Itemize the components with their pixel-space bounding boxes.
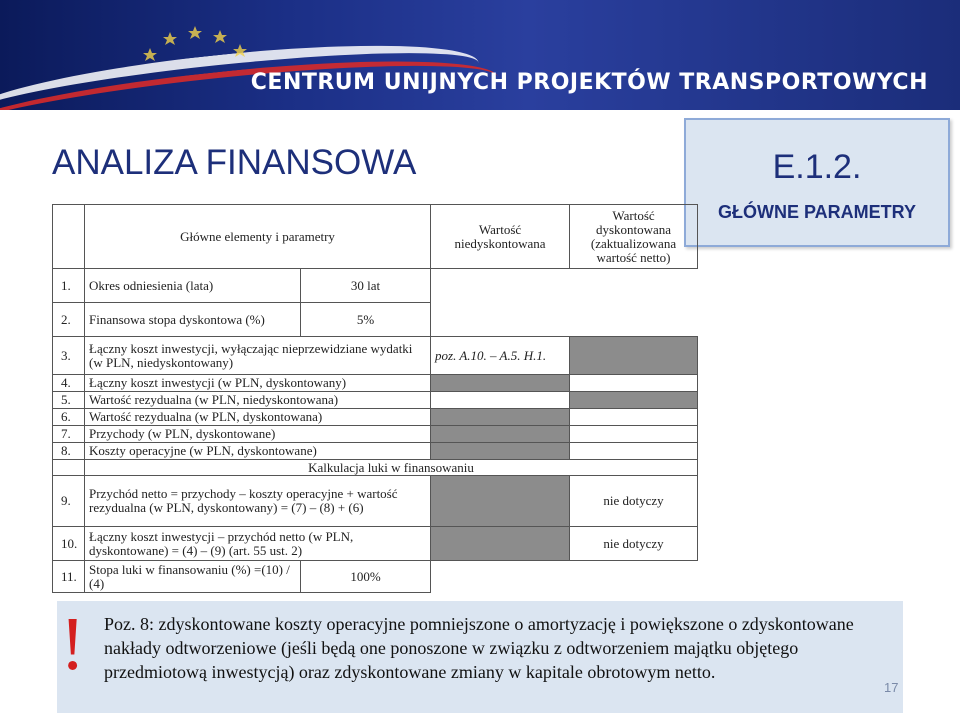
header-num-cell [53,205,85,269]
page-number: 17 [884,680,899,695]
table-header-row [53,205,698,269]
row-num: 6. [53,409,85,426]
gray-cell [431,426,570,443]
table-row [53,527,698,561]
note-text: Poz. 8: zdyskontowane koszty operacyjne pomniejszone o amortyzację i powiększone o zdyskontowane nakłady odtworzeniowe (jeśli będą one ponoszone w związku z odtworzeniem majątku objętego przedmiotową inwestycją) oraz zdyskontowane zmiany w kapitale obrotowym netto. [104,614,854,682]
row-label: Łączny koszt inwestycji – przychód netto (w PLN, dyskontowane) = (4) – (9) (art. 55 ust. 2) [85,527,431,561]
row-label: Przychody (w PLN, dyskontowane) [85,426,431,443]
empty-cell [570,443,698,460]
gap-section-row [53,460,698,476]
row-value: 5% [301,303,431,337]
row-label: Koszty operacyjne (w PLN, dyskontowane) [85,443,431,460]
banner-title: CENTRUM UNIJNYCH PROJEKTÓW TRANSPORTOWYCH [250,70,928,95]
eu-stars-icon [140,18,260,78]
empty-cell [431,269,698,303]
empty-cell [570,375,698,392]
table-row [53,426,698,443]
header-undiscounted: Wartość niedyskontowana [431,205,570,269]
row-num: 10. [53,527,85,561]
row-discounted: nie dotyczy [570,527,698,561]
row-label: Finansowa stopa dyskontowa (%) [85,303,301,337]
row-num: 9. [53,476,85,527]
row-num: 5. [53,392,85,409]
row-num: 1. [53,269,85,303]
gray-cell [570,337,698,375]
empty-cell [53,460,85,476]
row-label: Stopa luki w finansowaniu (%) =(10) / (4) [85,561,301,593]
empty-cell [570,426,698,443]
table-row [53,375,698,392]
row-label: Łączny koszt inwestycji, wyłączając nieprzewidziane wydatki (w PLN, niedyskontowany) [85,337,431,375]
row-num: 11. [53,561,85,593]
header-elements: Główne elementy i parametry [85,205,431,269]
row-value: 30 lat [301,269,431,303]
row-label: Wartość rezydualna (w PLN, niedyskontowana) [85,392,431,409]
empty-cell [431,561,698,593]
section-subtitle: GŁÓWNE PARAMETRY [718,202,916,222]
section-code: E.1.2. [772,148,862,186]
row-label: Wartość rezydualna (w PLN, dyskontowana) [85,409,431,426]
table-row [53,476,698,527]
row-num: 2. [53,303,85,337]
page-title: ANALIZA FINANSOWA [52,143,417,182]
row-undiscounted: poz. A.10. – A.5. H.1. [431,337,570,375]
header-banner [0,0,960,110]
section-badge [684,118,950,247]
table-row [53,303,698,337]
header-discounted: Wartość dyskontowana (zaktualizowana wartość netto) [570,205,698,269]
empty-cell [431,303,698,337]
row-value: 100% [301,561,431,593]
gap-section-title: Kalkulacja luki w finansowaniu [85,460,698,476]
gray-cell [431,476,570,527]
row-num: 7. [53,426,85,443]
exclamation-icon: ! [60,602,86,686]
gray-cell [431,375,570,392]
row-label: Okres odniesienia (lata) [85,269,301,303]
gray-cell [431,527,570,561]
gray-cell [570,392,698,409]
row-num: 4. [53,375,85,392]
table-row [53,443,698,460]
table-row [53,392,698,409]
table-row [53,337,698,375]
empty-cell [570,409,698,426]
row-num: 3. [53,337,85,375]
parameters-table [52,204,698,593]
gray-cell [431,409,570,426]
table-row [53,561,698,593]
table-row [53,269,698,303]
table-row [53,409,698,426]
row-label: Przychód netto = przychody – koszty operacyjne + wartość rezydualna (w PLN, dyskontowany) = (7) – (8) + (6) [85,476,431,527]
row-discounted: nie dotyczy [570,476,698,527]
empty-cell [431,392,570,409]
row-label: Łączny koszt inwestycji (w PLN, dyskontowany) [85,375,431,392]
row-num: 8. [53,443,85,460]
gray-cell [431,443,570,460]
